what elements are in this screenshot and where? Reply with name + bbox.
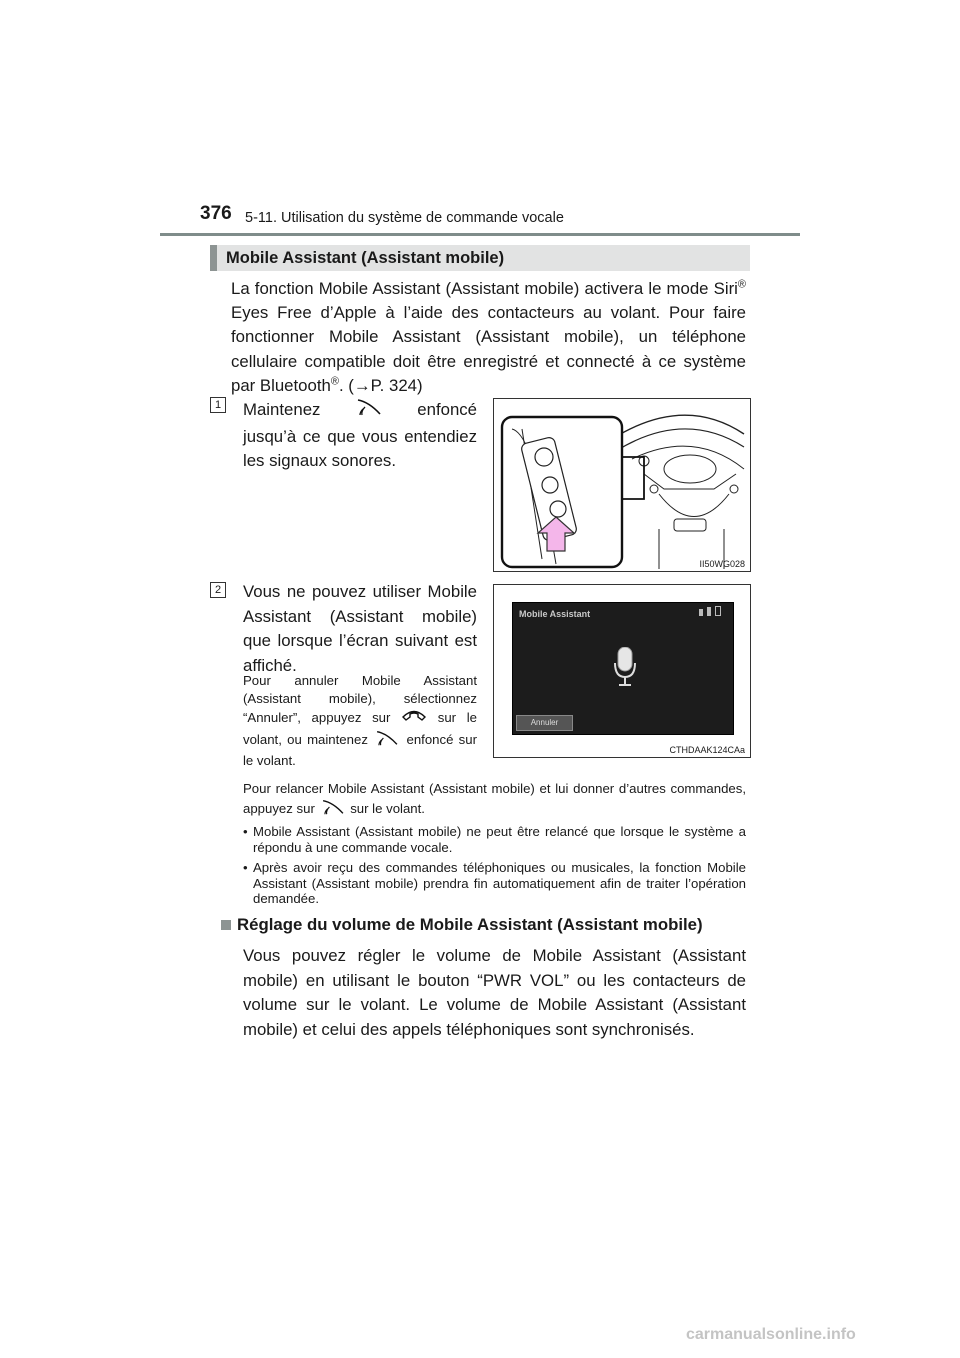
restart-note-part-2: sur le volant. [350,800,425,816]
volume-heading-text: Réglage du volume de Mobile Assistant (Assistant mobile) [237,915,703,934]
restart-note [243,780,746,821]
step-number-2: 2 [210,582,226,598]
mobile-assistant-screen-figure [493,584,751,758]
mobile-assistant-screen [512,602,734,735]
steering-switch-figure [493,398,751,572]
watermark: carmanualsonline.info [686,1326,856,1343]
volume-paragraph: Vous pouvez régler le volume de Mobile Assistant (Assistant mobile) en utilisant le bouton “PWR VOL” ou les contacteurs de volume sur le volant. Le volume de Mobile Assistant (Assistant mobile) et celui des appels téléphoniques sont synchronisés. [243,946,746,1039]
step-number-1: 1 [210,397,226,413]
talk-switch-icon [354,397,384,425]
bullet-mark: • [243,824,248,839]
bullet-text: Mobile Assistant (Assistant mobile) ne peut être relancé que lorsque le système a répondu à une commande vocale. [253,824,746,855]
signal-icon [699,609,703,616]
figure-code: CTHDAAK124CAa [669,745,745,755]
steering-wheel-illustration [494,399,750,571]
battery-icon [715,606,721,616]
bullet-mark: • [243,860,248,875]
volume-heading [221,915,703,935]
step-2-text: Vous ne pouvez utiliser Mobile Assistant (Assistant mobile) que lorsque l’écran suivant est affiché. [243,582,477,675]
signal-icon [707,607,711,616]
header-rule [160,233,800,236]
step-1-text [243,397,477,474]
section-title: 5-11. Utilisation du système de commande vocale [245,210,564,226]
step-1-before: Maintenez [243,400,321,420]
talk-switch-icon [319,798,347,821]
screen-title: Mobile Assistant [519,609,591,619]
step-1-after: enfoncé jusqu’à ce que vous entendiez les signaux sonores. [243,400,477,470]
microphone-icon [613,647,637,692]
cancel-note-part-3: enfoncé sur le volant. [243,731,478,768]
registered-mark: ® [737,278,746,291]
talk-switch-icon [373,729,401,752]
cancel-note [243,672,477,770]
cancel-note-part-1: Pour annuler Mobile Assistant (Assistant mobile), sélectionnez “Annuler”, appuyez sur [243,673,477,725]
bullet-text: Après avoir reçu des commandes téléphoniques ou musicales, la fonction Mobile Assistant (Assistant mobile) prendra fin automatiquement afin de traiter l’opération demandée. [253,860,746,906]
figure-code: II50WG028 [699,559,745,569]
bullet-item [243,860,746,907]
intro-part-1: La fonction Mobile Assistant (Assistant mobile) activera le mode Siri [231,279,738,298]
restart-note-part-1: Pour relancer Mobile Assistant (Assistant mobile) et lui donner d’autres commandes, appuyez sur [243,781,746,816]
bullet-item [243,824,746,855]
intro-paragraph [231,277,746,398]
square-bullet-icon [221,920,231,930]
registered-mark: ® [330,375,339,388]
phone-hangup-icon [401,708,427,729]
section-heading: Mobile Assistant (Assistant mobile) [210,245,750,271]
intro-part-3: . (→P. 324) [338,375,423,395]
cancel-note-part-2: sur le volant, ou maintenez [243,709,477,747]
page-number: 376 [200,203,232,224]
intro-part-2: Eyes Free d’Apple à l’aide des contacteurs au volant. Pour faire fonctionner Mobile Assistant (Assistant mobile), un téléphone cellulaire compatible doit être enregistré et connecté à ce système par Bluetooth [231,303,746,395]
cancel-button[interactable]: Annuler [516,715,573,731]
